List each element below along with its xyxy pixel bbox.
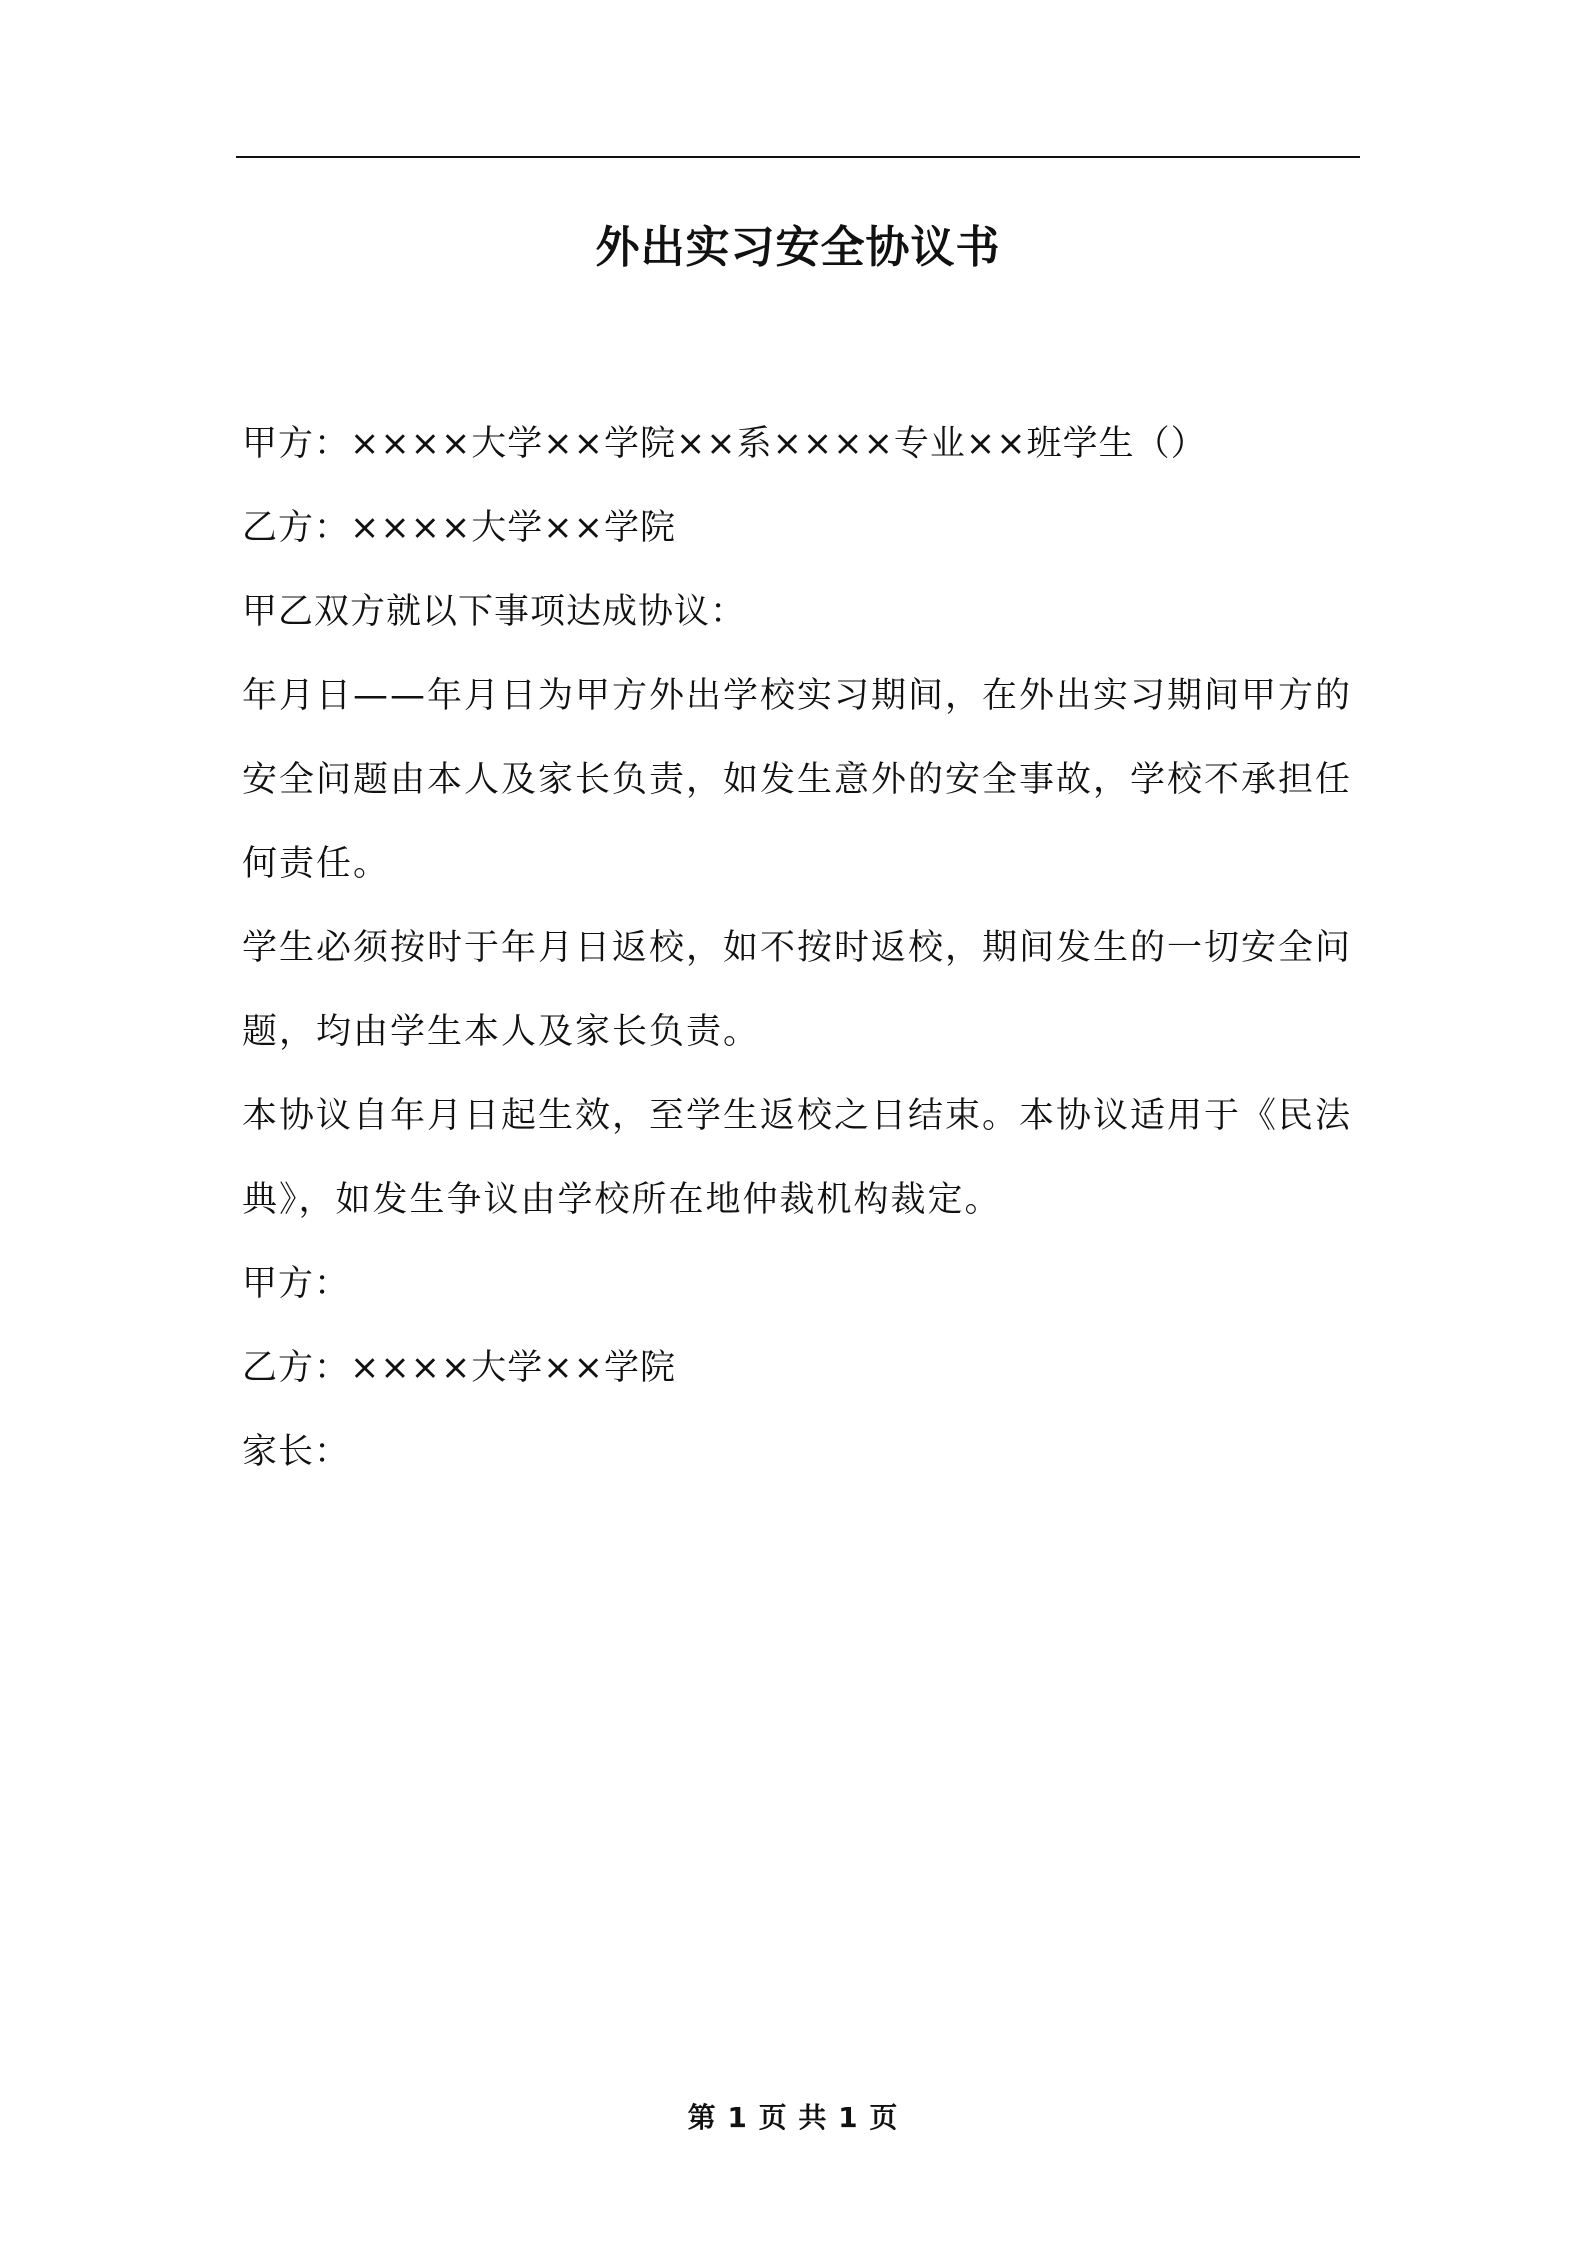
clause-effective-date: 本协议自年月日起生效，至学生返校之日结束。本协议适用于《民法典》，如发生争议由学校所在地仲裁机构裁定。 xyxy=(242,1096,1353,1220)
signature-party-b: 乙方：××××大学××学院 xyxy=(242,1348,676,1388)
clause-return-date: 学生必须按时于年月日返校，如不按时返校，期间发生的一切安全问题，均由学生本人及家长负责。 xyxy=(242,928,1353,1052)
clause-internship-period: 年月日——年月日为甲方外出学校实习期间，在外出实习期间甲方的安全问题由本人及家长负责，如发生意外的安全事故，学校不承担任何责任。 xyxy=(242,676,1353,884)
signature-parent: 家长： xyxy=(242,1432,351,1472)
page-number-footer: 第 1 页 共 1 页 xyxy=(687,2101,899,2134)
signature-party-a: 甲方： xyxy=(242,1264,351,1304)
party-a-line: 甲方：××××大学××学院××系××××专业××班学生（） xyxy=(242,424,1207,464)
header-rule xyxy=(236,156,1360,158)
document-title: 外出实习安全协议书 xyxy=(595,222,1001,273)
party-b-line: 乙方：××××大学××学院 xyxy=(242,508,676,548)
agreement-intro: 甲乙双方就以下事项达成协议： xyxy=(242,592,747,632)
document-body xyxy=(242,402,1360,1494)
